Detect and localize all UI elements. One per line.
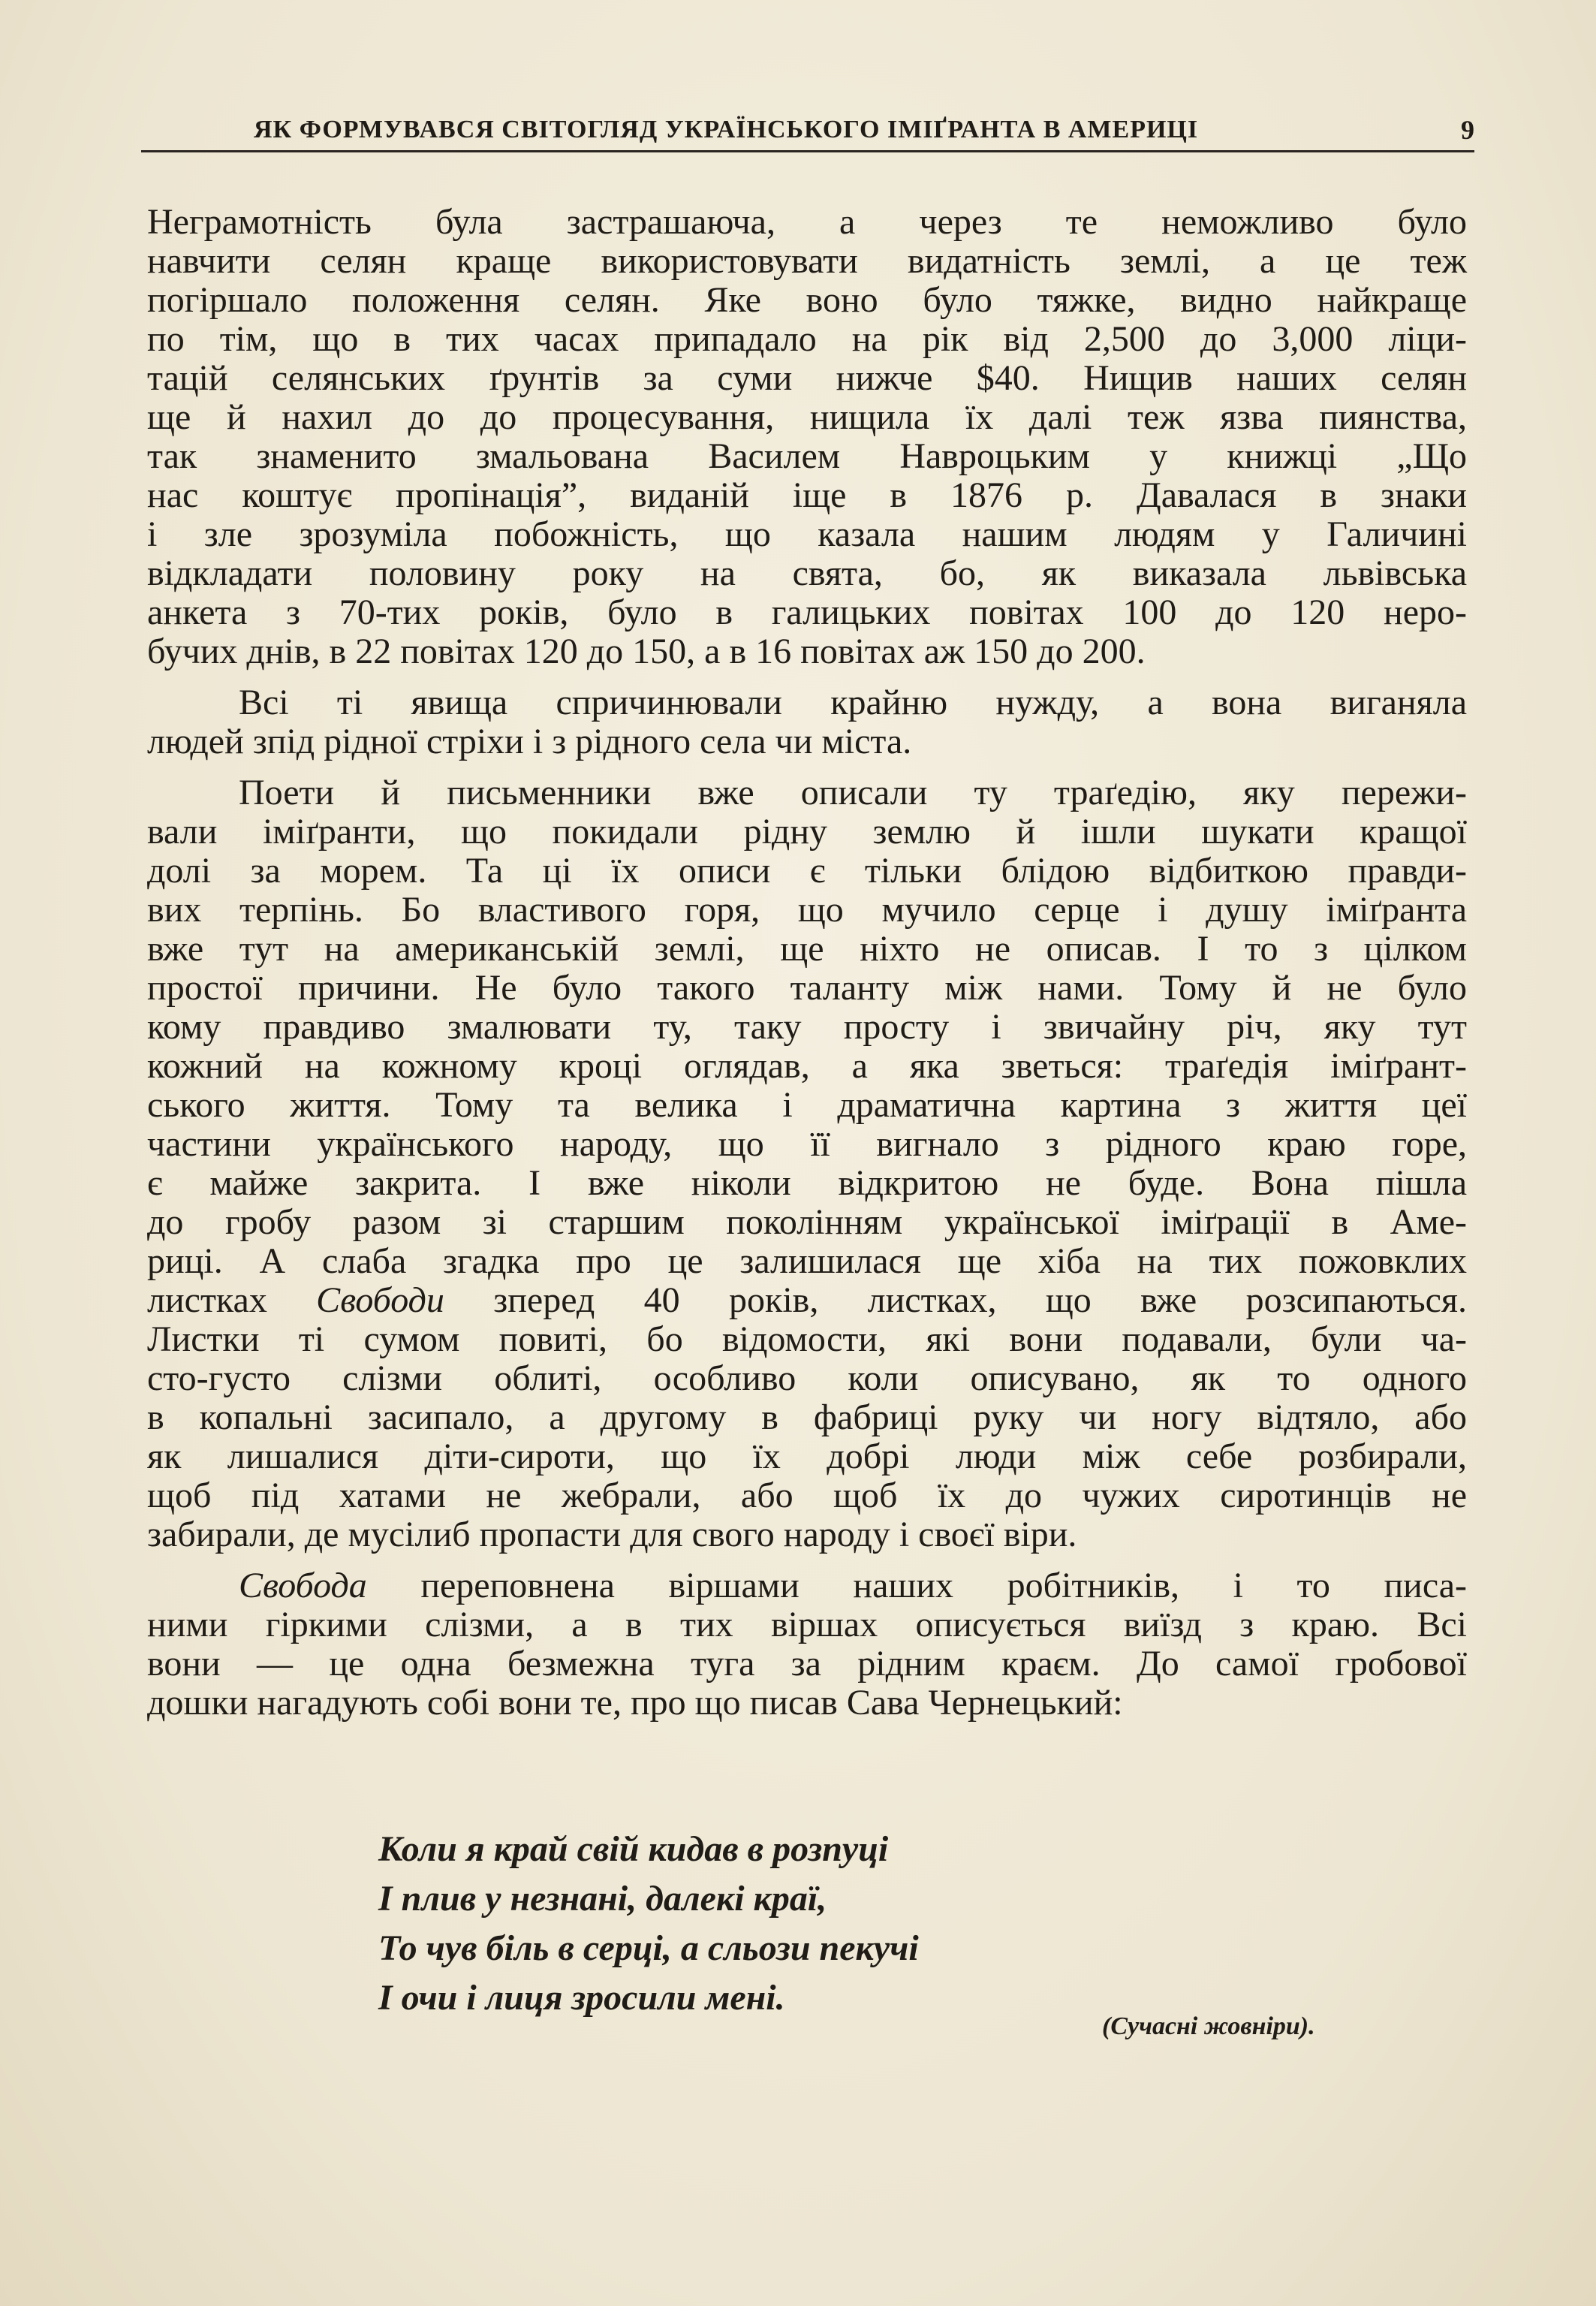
text-line: Свобода переповнена віршами наших робітників, і то писа- — [239, 1566, 1467, 1605]
paragraph-1 — [147, 203, 1467, 671]
paragraph-4 — [147, 1566, 1467, 1723]
text-line: анкета з 70-тих років, було в галицьких повітах 100 до 120 неро- — [147, 592, 1467, 632]
poem-line: І очи і лиця зросили мені. — [378, 1978, 785, 2018]
text-line: нас коштує пропінація”, виданій іще в 1876 р. Давалася в знаки — [147, 475, 1467, 515]
text-line: до гробу разом зі старшим поколінням української іміґрації в Аме- — [147, 1202, 1467, 1242]
text-line: людей зпід рідної стріхи і з рідного села чи міста. — [147, 722, 912, 761]
text-line: простої причини. Не було такого таланту між нами. Тому й не було — [147, 968, 1467, 1008]
text-line: вже тут на американській землі, ще ніхто не описав. І то з цілком — [147, 929, 1467, 969]
page-number: 9 — [1461, 115, 1474, 145]
text-line: Поети й письменники вже описали ту траґедію, яку пережи- — [239, 773, 1467, 812]
poem-line: То чув біль в серці, а сльози пекучі — [378, 1928, 919, 1968]
running-title: ЯК ФОРМУВАВСЯ СВІТОГЛЯД УКРАЇНСЬКОГО ІМІҐРАНТА В АМЕРИЦІ — [254, 116, 1199, 143]
text-line: кожний на кожному кроці оглядав, а яка зветься: траґедія іміґрант- — [147, 1046, 1467, 1086]
text-line: ського життя. Тому та велика і драматична картина з життя цеї — [147, 1085, 1467, 1125]
text-line: погіршало положення селян. Яке воно було тяжке, видно найкраще — [147, 280, 1467, 320]
text-line: риці. А слаба згадка про це залишилася ще хіба на тих пожовклих — [147, 1241, 1467, 1281]
text-line: листках Свободи зперед 40 років, листках, що вже розсипаються. — [147, 1280, 1468, 1320]
running-header — [141, 113, 1474, 152]
text-line: долі за морем. Та ці їх описи є тільки блідою відбиткою правди- — [147, 851, 1467, 891]
text-line: відкладати половину року на свята, бо, як виказала львівська — [147, 553, 1467, 593]
poem-line: Коли я край свій кидав в розпуці — [378, 1829, 889, 1869]
text-line: є майже закрита. І вже ніколи відкритою не буде. Вона пішла — [147, 1163, 1467, 1203]
text-line: Всі ті явища спричинювали крайню нужду, а вона виганяла — [239, 683, 1467, 722]
text-line: так знаменито змальована Василем Навроцьким у книжці „Що — [147, 436, 1467, 476]
text-line: щоб під хатами не жебрали, або щоб їх до чужих сиротинців не — [147, 1476, 1467, 1515]
text-line: навчити селян краще використовувати видатність землі, а це теж — [147, 241, 1467, 281]
newspaper-name: Свободи — [316, 1280, 444, 1320]
text-line: кому правдиво змалювати ту, таку просту і звичайну річ, яку тут — [147, 1007, 1467, 1047]
text-line: Листки ті сумом повиті, бо відомости, які вони подавали, були ча- — [147, 1319, 1467, 1359]
poem-attribution: (Сучасні жовніри). — [1102, 2012, 1315, 2040]
text-line: дошки нагадують собі вони те, про що писав Сава Чернецький: — [147, 1683, 1123, 1723]
text-line: по тім, що в тих часах припадало на рік від 2,500 до 3,000 ліци- — [147, 319, 1467, 359]
text-line: в копальні засипало, а другому в фабриці руку чи ногу відтяло, або — [147, 1397, 1467, 1437]
paragraph-3 — [147, 773, 1467, 1554]
text-line: частини українського народу, що її вигнало з рідного краю горе, — [147, 1124, 1467, 1164]
text-line: вих терпінь. Бо властивого горя, що мучило серце і душу іміґранта — [147, 890, 1467, 930]
newspaper-name: Свобода — [239, 1566, 367, 1605]
body-text — [147, 203, 1467, 1723]
text-line: і зле зрозуміла побожність, що казала нашим людям у Галичині — [147, 514, 1467, 554]
text-line: тацій селянських ґрунтів за суми нижче $40. Нищив наших селян — [147, 358, 1467, 398]
text-line: Неграмотність була застрашаюча, а через те неможливо було — [147, 202, 1467, 242]
poem-quote — [378, 1825, 919, 2023]
text-line: бучих днів, в 22 повітах 120 до 150, а в 16 повітах аж 150 до 200. — [147, 632, 1146, 671]
text-line: як лишалися діти-сироти, що їх добрі люди між себе розбирали, — [147, 1436, 1467, 1476]
text-line: ними гіркими слізми, а в тих віршах описується виїзд з краю. Всі — [147, 1605, 1467, 1644]
poem-line: І плив у незнані, далекі краї, — [378, 1879, 827, 1919]
paragraph-2 — [147, 683, 1467, 761]
text-line: ще й нахил до до процесування, нищила їх далі теж язва пиянства, — [147, 397, 1467, 437]
text-line: сто-густо слізми облиті, особливо коли описувано, як то одного — [147, 1358, 1467, 1398]
text-line: вали іміґранти, що покидали рідну землю й ішли шукати кращої — [147, 812, 1467, 852]
text-line: вони — це одна безмежна туга за рідним краєм. До самої гробової — [147, 1644, 1467, 1684]
text-line: забирали, де мусілиб пропасти для свого народу і своєї віри. — [147, 1515, 1077, 1554]
